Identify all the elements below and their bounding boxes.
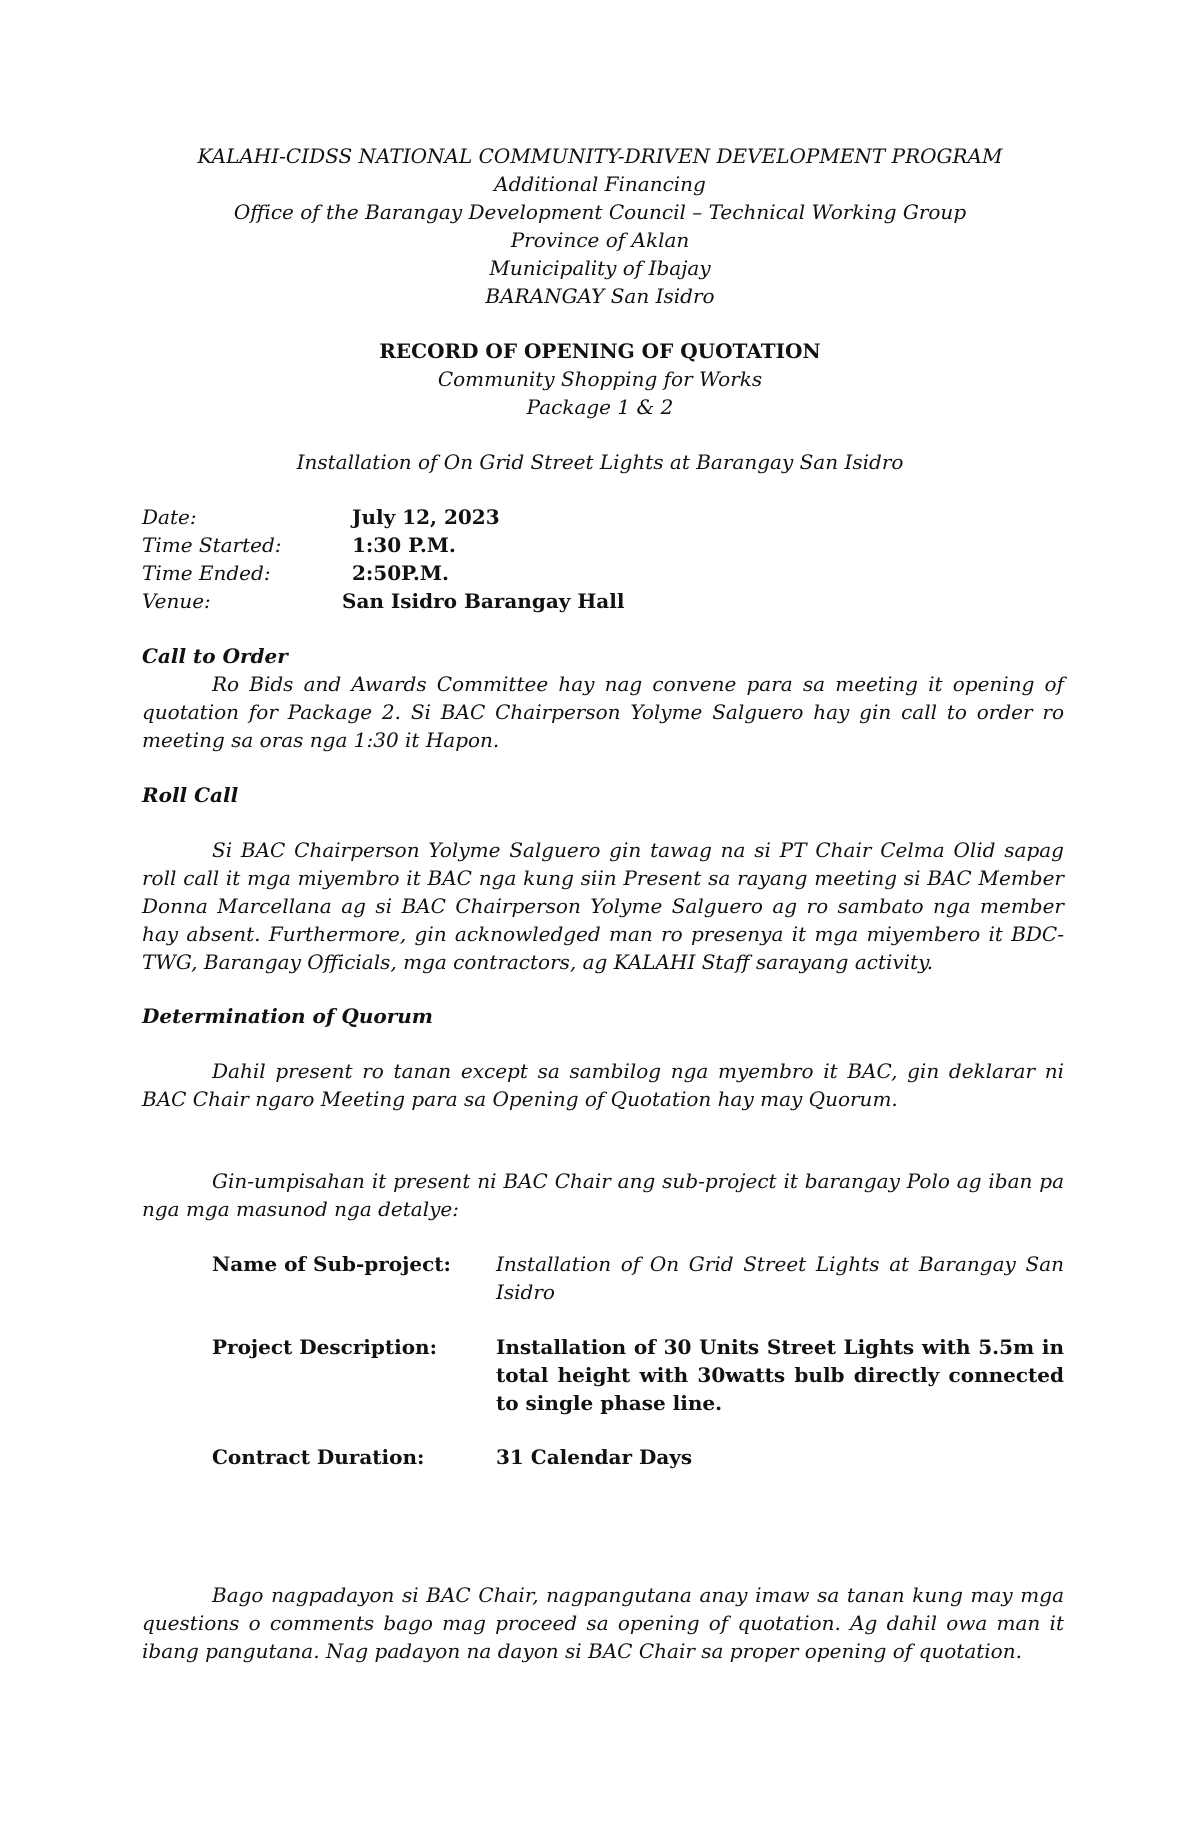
date-label: Date: <box>142 505 197 529</box>
sub-project-name-value: Installation of On Grid Street Lights at Barangay San Isidro <box>496 1252 1064 1304</box>
province-line: Province of Aklan <box>510 228 690 252</box>
closing-paragraph: Bago nagpadayon si BAC Chair, nagpangutana anay imaw sa tanan kung may mga questions o comments bago mag proceed sa opening of quotation. Ag dahil owa man it ibang pangutana. Nag padayon na dayon si BAC Chair sa proper opening of quotation. <box>142 1583 1064 1663</box>
contract-duration-value: 31 Calendar Days <box>496 1445 693 1469</box>
document-title: RECORD OF OPENING OF QUOTATION <box>379 339 821 363</box>
procurement-mode: Community Shopping for Works <box>437 367 763 391</box>
intro-paragraph: Gin-umpisahan it present ni BAC Chair ang sub-project it barangay Polo ag iban pa nga mga masunod nga detalye: <box>142 1169 1064 1221</box>
call-to-order-heading: Call to Order <box>142 644 288 668</box>
time-started-value: 1:30 P.M. <box>352 533 456 557</box>
venue-label: Venue: <box>142 589 211 613</box>
project-description-value: Installation of 30 Units Street Lights with 5.5m in total height with 30watts bulb directly connected to single phase line. <box>496 1335 1064 1415</box>
municipality-line: Municipality of Ibajay <box>489 256 711 280</box>
program-name: KALAHI-CIDSS NATIONAL COMMUNITY-DRIVEN DEVELOPMENT PROGRAM <box>197 144 1003 168</box>
contract-duration-label: Contract Duration: <box>212 1445 425 1469</box>
roll-call-paragraph: Si BAC Chairperson Yolyme Salguero gin tawag na si PT Chair Celma Olid sapag roll call it mga miyembro it BAC nga kung siin Present sa rayang meeting si BAC Member Donna Marcellana ag si BAC Chairperson Yolyme Salguero ag ro sambato nga member hay absent. Furthermore, gin acknowledged man ro presenya it mga miyembero it BDC-TWG, Barangay Officials, mga contractors, ag KALAHI Staff sarayang activity. <box>142 838 1064 974</box>
call-to-order-paragraph: Ro Bids and Awards Committee hay nag convene para sa meeting it opening of quotation for Package 2. Si BAC Chairperson Yolyme Salguero hay gin call to order ro meeting sa oras nga 1:30 it Hapon. <box>142 672 1064 752</box>
sub-project-name-label: Name of Sub-project: <box>212 1252 451 1276</box>
time-started-label: Time Started: <box>142 533 282 557</box>
project-description-label: Project Description: <box>212 1335 437 1359</box>
date-value: July 12, 2023 <box>352 505 500 529</box>
barangay-line: BARANGAY San Isidro <box>485 284 715 308</box>
quorum-heading: Determination of Quorum <box>142 1004 433 1028</box>
financing-line: Additional Financing <box>494 172 706 196</box>
roll-call-heading: Roll Call <box>142 783 239 807</box>
quorum-paragraph: Dahil present ro tanan except sa sambilog nga myembro it BAC, gin deklarar ni BAC Chair ngaro Meeting para sa Opening of Quotation hay may Quorum. <box>142 1059 1064 1111</box>
office-line: Office of the Barangay Development Council – Technical Working Group <box>233 200 967 224</box>
venue-value: San Isidro Barangay Hall <box>342 589 625 613</box>
time-ended-label: Time Ended: <box>142 561 271 585</box>
project-title: Installation of On Grid Street Lights at Barangay San Isidro <box>296 450 904 474</box>
time-ended-value: 2:50P.M. <box>352 561 449 585</box>
package-line: Package 1 & 2 <box>526 395 674 419</box>
